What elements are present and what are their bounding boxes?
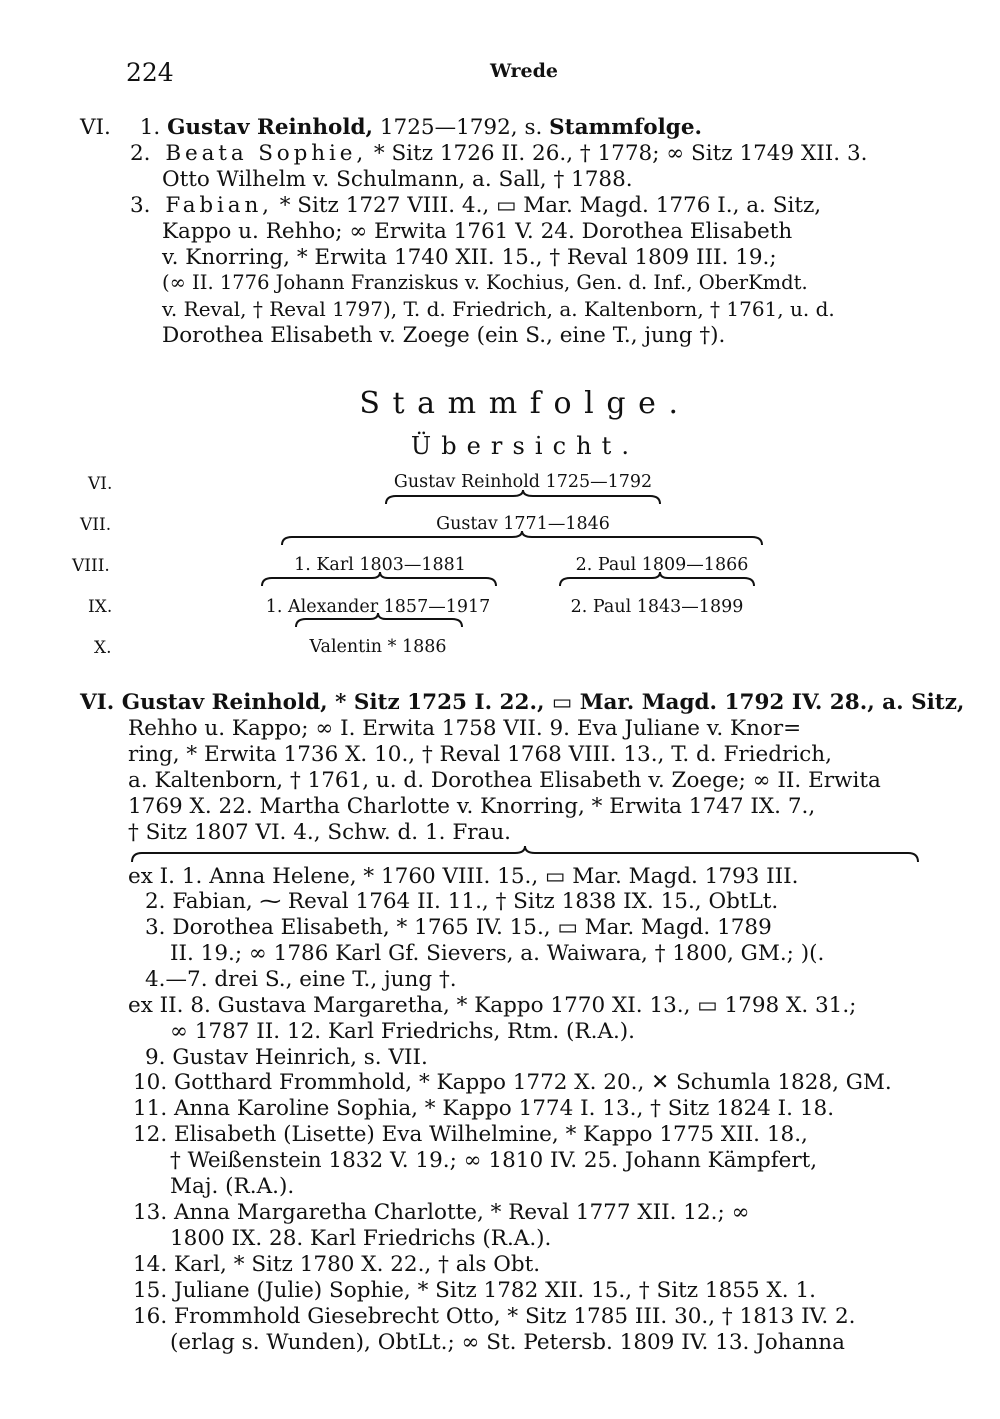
tree-node-vii: Gustav 1771—1846	[436, 514, 610, 534]
running-head: Wrede	[490, 60, 558, 82]
child-line-17: 15. Juliane (Julie) Sophie, * Sitz 1782 XII. 15., † Sitz 1855 X. 1.	[133, 1278, 816, 1303]
top-line-7: (∞ II. 1776 Johann Franziskus v. Kochius, Gen. d. Inf., OberKmdt.	[162, 271, 808, 294]
child-line-18: 16. Frommhold Giesebrecht Otto, * Sitz 1785 III. 30., † 1813 IV. 2.	[133, 1304, 856, 1329]
top-line-6: v. Knorring, * Erwita 1740 XII. 15., † Reval 1809 III. 19.;	[162, 245, 777, 270]
child-line-3: 3. Dorothea Elisabeth, * 1765 IV. 15., ▭ Mar. Magd. 1789	[145, 915, 772, 940]
top-line-9: Dorothea Elisabeth v. Zoege (ein S., eine T., jung †).	[162, 323, 726, 348]
main-entry-line-2: Rehho u. Kappo; ∞ I. Erwita 1758 VII. 9. Eva Juliane v. Knor=	[128, 716, 802, 741]
bracket-viii-ix-right	[560, 572, 754, 586]
main-entry-line-1: VI. Gustav Reinhold, * Sitz 1725 I. 22., ▭ Mar. Magd. 1792 IV. 28., a. Sitz,	[80, 690, 965, 715]
child-line-11: 12. Elisabeth (Lisette) Eva Wilhelmine, * Kappo 1775 XII. 18.,	[133, 1122, 808, 1147]
tree-node-viii-1: 1. Karl 1803—1881	[294, 555, 466, 575]
section-subtitle: Übersicht.	[410, 432, 640, 460]
child-line-16: 14. Karl, * Sitz 1780 X. 22., † als Obt.	[133, 1252, 541, 1277]
main-entry-line-6: † Sitz 1807 VI. 4., Schw. d. 1. Frau.	[128, 820, 512, 845]
tree-node-viii-2: 2. Paul 1809—1866	[575, 555, 749, 575]
top-line-3: Otto Wilhelm v. Schulmann, a. Sall, † 1788.	[162, 167, 633, 192]
bracket-vii-viii	[282, 531, 762, 545]
child-line-6: ex II. 8. Gustava Margaretha, * Kappo 1770 XI. 13., ▭ 1798 X. 31.;	[128, 993, 857, 1018]
child-line-1: ex I. 1. Anna Helene, * 1760 VIII. 15., ▭ Mar. Magd. 1793 III.	[128, 864, 799, 889]
child-line-14: 13. Anna Margaretha Charlotte, * Reval 1777 XII. 12.; ∞	[133, 1200, 750, 1225]
page-number: 224	[126, 58, 174, 87]
main-entry-line-5: 1769 X. 22. Martha Charlotte v. Knorring, * Erwita 1747 IX. 7.,	[128, 794, 816, 819]
main-entry-line-3: ring, * Erwita 1736 X. 10., † Reval 1768 VIII. 13., T. d. Friedrich,	[128, 742, 832, 767]
tree-node-x: Valentin * 1886	[309, 637, 447, 657]
generation-label-ix: IX.	[88, 597, 113, 617]
child-line-8: 9. Gustav Heinrich, s. VII.	[145, 1045, 428, 1070]
child-line-19: (erlag s. Wunden), ObtLt.; ∞ St. Petersb. 1809 IV. 13. Johanna	[170, 1330, 845, 1355]
bracket-children	[132, 846, 918, 862]
bracket-viii-ix-left	[262, 572, 496, 586]
generation-label-vi: VI.	[88, 474, 113, 494]
child-line-13: Maj. (R.A.).	[170, 1174, 295, 1199]
main-entry-line-4: a. Kaltenborn, † 1761, u. d. Dorothea Elisabeth v. Zoege; ∞ II. Erwita	[128, 768, 881, 793]
child-line-15: 1800 IX. 28. Karl Friedrichs (R.A.).	[170, 1226, 552, 1251]
generation-label-viii: VIII.	[72, 556, 110, 576]
child-line-9: 10. Gotthard Frommhold, * Kappo 1772 X. 20., ✕ Schumla 1828, GM.	[133, 1070, 892, 1095]
child-line-2: 2. Fabian, ⁓ Reval 1764 II. 11., † Sitz 1838 IX. 15., ObtLt.	[145, 889, 779, 914]
generation-label-x: X.	[94, 638, 112, 658]
section-title: Stammfolge.	[359, 386, 691, 421]
child-line-4: II. 19.; ∞ 1786 Karl Gf. Sievers, a. Waiwara, † 1800, GM.; )(.	[170, 941, 825, 966]
top-line-2: 2. Beata Sophie, * Sitz 1726 II. 26., † 1778; ∞ Sitz 1749 XII. 3.	[130, 141, 868, 166]
top-line-4: 3. Fabian, * Sitz 1727 VIII. 4., ▭ Mar. Magd. 1776 I., a. Sitz,	[130, 193, 822, 218]
child-line-5: 4.—7. drei S., eine T., jung †.	[145, 967, 457, 992]
bracket-ix-x	[296, 613, 462, 627]
generation-label-vii: VII.	[80, 515, 112, 535]
tree-node-vi: Gustav Reinhold 1725—1792	[393, 472, 653, 492]
top-line-5: Kappo u. Rehho; ∞ Erwita 1761 V. 24. Dorothea Elisabeth	[162, 219, 793, 244]
top-line-8: v. Reval, † Reval 1797), T. d. Friedrich, a. Kaltenborn, † 1761, u. d.	[162, 297, 835, 321]
tree-node-ix-1: 1. Alexander 1857—1917	[265, 597, 491, 617]
child-line-12: † Weißenstein 1832 V. 19.; ∞ 1810 IV. 25. Johann Kämpfert,	[170, 1148, 818, 1173]
tree-node-ix-2: 2. Paul 1843—1899	[570, 597, 744, 617]
child-line-10: 11. Anna Karoline Sophia, * Kappo 1774 I. 13., † Sitz 1824 I. 18.	[133, 1096, 835, 1121]
top-line-1: VI. 1. Gustav Reinhold, 1725—1792, s. Stammfolge.	[80, 115, 702, 140]
bracket-vi-vii	[386, 490, 660, 504]
child-line-7: ∞ 1787 II. 12. Karl Friedrichs, Rtm. (R.A.).	[170, 1019, 636, 1044]
